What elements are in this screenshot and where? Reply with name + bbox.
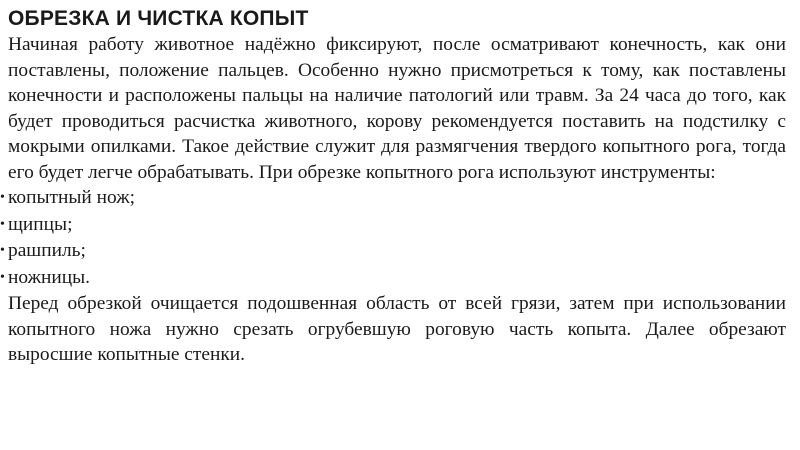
list-item-text: копытный нож; [8, 187, 136, 208]
list-item-text: рашпиль; [8, 240, 86, 261]
closing-paragraph: Перед обрезкой очищается подошвенная область от всей грязи, затем при использовании копытного ножа нужно срезать огрубевшую роговую часть копыта. Далее обрезают выросшие копытные стенки. [8, 293, 786, 365]
list-item-text: ножницы. [8, 266, 90, 288]
list-item [0, 238, 786, 265]
list-item-text: щипцы; [8, 213, 73, 235]
bullet-icon: • [0, 216, 5, 232]
bullet-icon: • [0, 243, 5, 258]
bullet-icon: • [0, 190, 5, 205]
tools-list [0, 185, 786, 291]
list-item [0, 212, 786, 239]
list-item [0, 265, 786, 292]
bullet-icon: • [0, 269, 5, 285]
intro-paragraph: Начиная работу животное надёжно фиксируют, после осматривают конечность, как они поставлены, положение пальцев. Особенно нужно присмотреться к тому, как поставлены конечности и расположены пальцы на наличие патологий или травм. За 24 часа до того, как будет проводиться расчистка животного, корову рекомендуется поставить на подстилку с мокрыми опилками. Такое действие служит для размягчения твердого копытного рога, тогда его будет легче обрабатывать. При обрезке копытного рога используют инструменты: [8, 34, 786, 183]
list-item [0, 185, 786, 212]
page-title: ОБРЕЗКА И ЧИСТКА КОПЫТ [8, 7, 309, 30]
